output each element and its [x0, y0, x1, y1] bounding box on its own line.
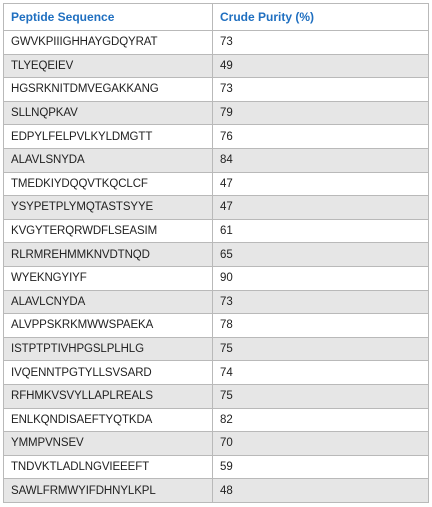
peptide-sequence-cell: ALAVLCNYDA	[4, 290, 213, 314]
table-row	[4, 243, 429, 267]
crude-purity-cell: 82	[213, 408, 429, 432]
peptide-sequence-cell: TLYEQEIEV	[4, 54, 213, 78]
peptide-sequence-cell: RLRMREHMMKNVDTNQD	[4, 243, 213, 267]
peptide-sequence-cell: TNDVKTLADLNGVIEEEFT	[4, 455, 213, 479]
crude-purity-cell: 75	[213, 384, 429, 408]
peptide-sequence-cell: SLLNQPKAV	[4, 101, 213, 125]
table-row	[4, 455, 429, 479]
table-row	[4, 479, 429, 503]
table-row	[4, 314, 429, 338]
peptide-sequence-cell: ALVPPSKRKMWWSPAEKA	[4, 314, 213, 338]
table-row	[4, 384, 429, 408]
crude-purity-cell: 48	[213, 479, 429, 503]
crude-purity-cell: 59	[213, 455, 429, 479]
table-row	[4, 148, 429, 172]
crude-purity-cell: 84	[213, 148, 429, 172]
peptide-sequence-cell: ISTPTPTIVHPGSLPLHLG	[4, 337, 213, 361]
crude-purity-cell: 65	[213, 243, 429, 267]
crude-purity-cell: 73	[213, 290, 429, 314]
column-header-crude-purity: Crude Purity (%)	[213, 4, 429, 31]
table-row	[4, 432, 429, 456]
peptide-sequence-cell: RFHMKVSVYLLAPLREALS	[4, 384, 213, 408]
table-row	[4, 361, 429, 385]
peptide-sequence-cell: ALAVLSNYDA	[4, 148, 213, 172]
table-body	[4, 31, 429, 503]
peptide-sequence-cell: ENLKQNDISAEFTYQTKDA	[4, 408, 213, 432]
table-header	[4, 4, 429, 31]
crude-purity-cell: 78	[213, 314, 429, 338]
crude-purity-cell: 79	[213, 101, 429, 125]
crude-purity-cell: 74	[213, 361, 429, 385]
table-row	[4, 290, 429, 314]
crude-purity-cell: 73	[213, 78, 429, 102]
table-row	[4, 337, 429, 361]
peptide-sequence-cell: YMMPVNSEV	[4, 432, 213, 456]
peptide-purity-table	[3, 3, 429, 503]
peptide-sequence-cell: HGSRKNITDMVEGAKKANG	[4, 78, 213, 102]
crude-purity-cell: 90	[213, 266, 429, 290]
crude-purity-cell: 73	[213, 31, 429, 55]
crude-purity-cell: 61	[213, 219, 429, 243]
table-row	[4, 408, 429, 432]
table-row	[4, 172, 429, 196]
peptide-sequence-cell: WYEKNGYIYF	[4, 266, 213, 290]
crude-purity-cell: 70	[213, 432, 429, 456]
table-row	[4, 196, 429, 220]
peptide-sequence-cell: GWVKPIIIGHHAYGDQYRAT	[4, 31, 213, 55]
table-row	[4, 266, 429, 290]
table-row	[4, 54, 429, 78]
crude-purity-cell: 49	[213, 54, 429, 78]
peptide-sequence-cell: EDPYLFELPVLKYLDMGTT	[4, 125, 213, 149]
crude-purity-cell: 47	[213, 196, 429, 220]
peptide-sequence-cell: IVQENNTPGTYLLSVSARD	[4, 361, 213, 385]
table-row	[4, 125, 429, 149]
table-row	[4, 31, 429, 55]
table-row	[4, 78, 429, 102]
crude-purity-cell: 76	[213, 125, 429, 149]
peptide-sequence-cell: TMEDKIYDQQVTKQCLCF	[4, 172, 213, 196]
peptide-table-container	[3, 3, 429, 503]
table-row	[4, 101, 429, 125]
peptide-sequence-cell: KVGYTERQRWDFLSEASIM	[4, 219, 213, 243]
table-row	[4, 219, 429, 243]
peptide-sequence-cell: SAWLFRMWYIFDHNYLKPL	[4, 479, 213, 503]
crude-purity-cell: 75	[213, 337, 429, 361]
peptide-sequence-cell: YSYPETPLYMQTASTSYYE	[4, 196, 213, 220]
column-header-peptide-sequence: Peptide Sequence	[4, 4, 213, 31]
crude-purity-cell: 47	[213, 172, 429, 196]
header-row	[4, 4, 429, 31]
